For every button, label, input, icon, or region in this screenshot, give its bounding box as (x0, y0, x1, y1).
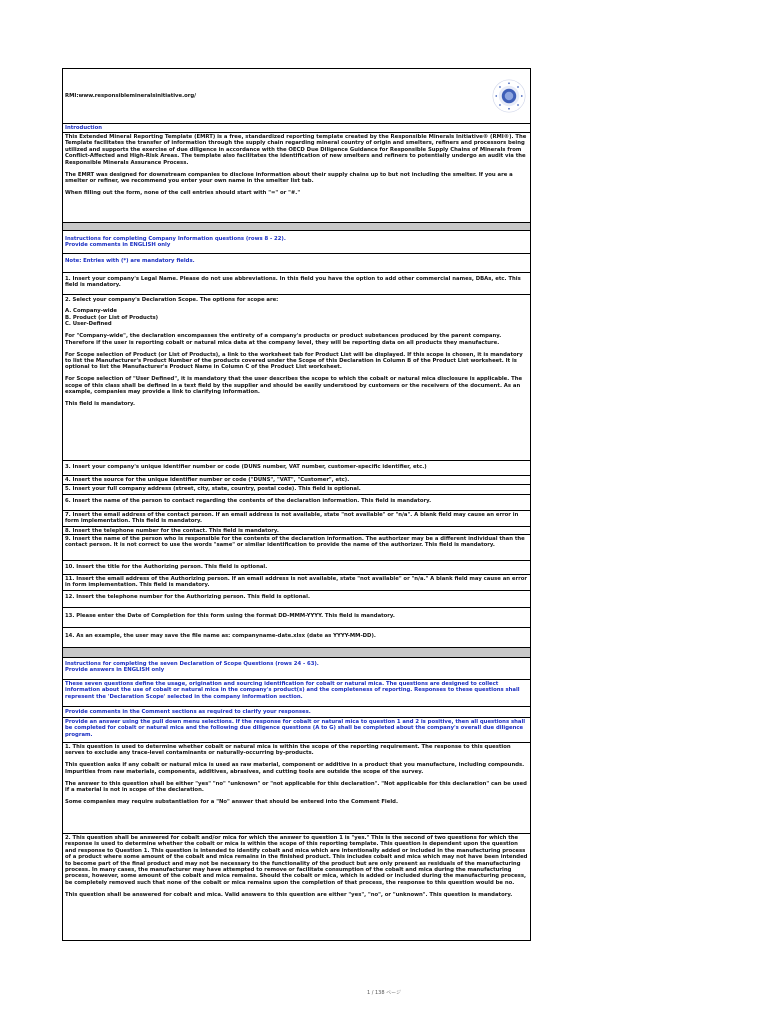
question-text: 1. This question is used to determine whether cobalt or natural mica is within the scope of the reporting requirement. The response to this question serves to exclude any trace-level contaminants or naturally-occurring by-products. (65, 744, 511, 757)
scope-pulldown-row (63, 718, 530, 743)
scope-instructions-title: Instructions for completing the seven Declaration of Scope Questions (rows 24 - 63). (65, 661, 319, 667)
company-instructions-row (63, 231, 530, 254)
mandatory-note: Note: Entries with (*) are mandatory fields. (65, 258, 195, 264)
question-text: 4. Insert the source for the unique identifier number or code ("DUNS", "VAT", "Customer", etc). (65, 477, 350, 483)
question-text: 8. Insert the telephone number for the contact. This field is mandatory. (65, 528, 279, 534)
question-text: For Scope selection of "User Defined", it is mandatory that the user describes the scope to which the cobalt or natural mica disclosure is applicable. The scope of this class shall be defined in a text field by the supplier and should be easily understood by customers or the receivers of the document. As an example, companies may provide a link to clarifying information. (65, 376, 523, 396)
question-text: This question shall be answered for cobalt and mica. Valid answers to this question are either "yes", "no", or "unknown". This question is mandatory. (65, 891, 513, 898)
section-divider (63, 223, 530, 231)
company-question-7 (63, 511, 530, 527)
question-text: 2. This question shall be answered for cobalt and/or mica for which the answer to question 1 is "yes." This is the second of two questions for which the response is used to determine whether the cobalt or mica is within the scope of this reporting template. This question is dependent upon the question and response to Question 1. This question is intended to identify cobalt and mica which are intentionally added or included in the manufacturing process of a product where some amount of the cobalt and mica remains in the finished product. This includes cobalt and mica which may not have been intended to become part of the final product and may not be necessary to the functionality of the product but are only present as residuals of the manufacturing process. In many cases, the manufacturer may have attempted to remove or facilitate consumption of the cobalt and mica during the manufacturing process, however, some amount of the cobalt and mica remains. Should the cobalt or mica, which is added or included during the manufacturing process, be completely removed such that none of the cobalt or mica remains upon the completion of that process, the response to this question would be no. (65, 835, 528, 886)
question-text: For "Company-wide", the declaration encompasses the entirety of a company's products or product substances produced by the parent company. Therefore if the user is reporting cobalt or natural mica data at the company level, they will be reporting data on all products they manufacture. (65, 333, 502, 346)
company-instructions-title: Instructions for completing Company Information questions (rows 8 - 22). (65, 236, 286, 242)
scope-comments-note: Provide comments in the Comment sections as required to clarify your responses. (65, 709, 311, 715)
company-question-12 (63, 591, 530, 608)
intro-paragraph: When filling out the form, none of the cell entries should start with "=" or "#." (65, 190, 301, 197)
scope-pulldown-note: Provide an answer using the pull down menu selections. If the response for cobalt or natural mica to question 1 and 2 is positive, then all questions shall be completed for cobalt or natural mica and the following due diligence questions (A to G) shall be completed about the company's overall due diligence program. (65, 719, 526, 738)
intro-text-row (63, 133, 530, 223)
question-text: 12. Insert the telephone number for the Authorizing person. This field is optional. (65, 594, 310, 600)
scope-description-row (63, 680, 530, 707)
intro-paragraph: The EMRT was designed for downstream companies to disclose information about their supply chains up to but not including the smelter. If you are a smelter or refiner, we recommend you enter your own name in the smelter list tab. (65, 171, 513, 185)
question-text: 11. Insert the email address of the Authorizing person. If an email address is not available, state "not available" or "n/a." A blank field may cause an error in form implementation. This field is mandatory. (65, 576, 527, 589)
scope-comments-row (63, 707, 530, 718)
company-question-5 (63, 485, 530, 495)
company-question-13 (63, 608, 530, 628)
scope-question-1 (63, 743, 530, 834)
header-row (63, 69, 530, 124)
rmi-url: RMI:www.responsiblemineralsinitiative.org/ (65, 92, 197, 99)
scope-description: These seven questions define the usage, origination and sourcing identification for cobalt or natural mica. The questions are designed to collect information about the use of cobalt or natural mica in the company's product(s) and the completeness of reporting. Responses to these questions shall represent the 'Declaration Scope' selected in the company information section. (65, 681, 520, 700)
company-question-1 (63, 273, 530, 295)
question-text: 9. Insert the name of the person who is responsible for the contents of the declaration information. The authorizer may be a different individual than the contact person. It is not correct to use the words "same" or similar identification to provide the name of the authorizer. This field is mandatory. (65, 536, 525, 549)
scope-option-b: B. Product (or List of Products) (65, 314, 159, 321)
intro-heading: Introduction (65, 125, 102, 131)
company-question-9 (63, 535, 530, 561)
intro-heading-row (63, 124, 530, 133)
page-counter: 1 / 138 ページ (366, 990, 402, 996)
rmi-logo (492, 79, 526, 113)
question-text: 3. Insert your company's unique identifier number or code (DUNS number, VAT number, customer-specific identifier, etc.) (65, 464, 427, 470)
question-text: 10. Insert the title for the Authorizing person. This field is optional. (65, 564, 268, 570)
intro-paragraph: This Extended Mineral Reporting Template (EMRT) is a free, standardized reporting template created by the Responsible Minerals Initiative® (RMI®). The Template facilitates the transfer of information through the supply chain regarding mineral country of origin and smelters, refiners and processors being utilized and supports the exercise of due diligence in accordance with the OECD Due Diligence Guidance for Responsible Supply Chains of Minerals from Conflict-Affected and High-Risk Areas. The template also facilitates the identification of new smelters and refiners to potentially undergo an audit via the Responsible Minerals Assurance Process. (65, 134, 527, 166)
scope-option-c: C. User-Defined (65, 321, 112, 328)
question-text: 1. Insert your company's Legal Name. Please do not use abbreviations. In this field you have the option to add other commercial names, DBAs, etc. This field is mandatory. (65, 276, 521, 289)
company-question-8 (63, 527, 530, 535)
question-text: 6. Insert the name of the person to contact regarding the contents of the declaration information. This field is mandatory. (65, 498, 432, 504)
company-question-10 (63, 561, 530, 575)
company-question-6 (63, 495, 530, 511)
question-text: 2. Select your company's Declaration Scope. The options for scope are: (65, 297, 279, 303)
scope-option-a: A. Company-wide (65, 308, 117, 315)
scope-question-2 (63, 834, 530, 941)
question-text: The answer to this question shall be either "yes" "no" "unknown" or "not applicable for this declaration". "Not applicable for this declaration" can be used if a material is not in scope of the declaration. (65, 780, 527, 794)
company-question-3 (63, 461, 530, 476)
question-text: 7. Insert the email address of the contact person. If an email address is not available, state "not available" or "n/a". A blank field may cause an error in form implementation. This field is mandatory. (65, 512, 519, 525)
company-question-2 (63, 295, 530, 461)
company-question-11 (63, 575, 530, 591)
scope-instructions-language: Provide answers in ENGLISH only (65, 667, 165, 674)
spreadsheet (62, 68, 531, 941)
scope-instructions-row (63, 658, 530, 680)
question-text: This field is mandatory. (65, 401, 135, 408)
mandatory-note-row (63, 254, 530, 273)
question-text: This question asks if any cobalt or natural mica is used as raw material, component or additive in a product that you manufacture, including compounds. Impurities from raw materials, components, additives, abrasives, and cutting tools are outside the scope of the survey. (65, 762, 525, 775)
question-text: 14. As an example, the user may save the file name as: companyname-date.xlsx (date as YYYY-MM-DD). (65, 633, 376, 639)
company-question-4 (63, 476, 530, 485)
company-instructions-language: Provide comments in ENGLISH only (65, 242, 171, 249)
question-text: 13. Please enter the Date of Completion for this form using the format DD-MMM-YYYY. This field is mandatory. (65, 613, 395, 619)
question-text: For Scope selection of Product (or List of Products), a link to the worksheet tab for Product List will be displayed. If this scope is chosen, it is mandatory to list the Manufacturer's Product Number of the products covered under the Scope of this Declaration in Column B of the Product List worksheet. It is optional to list the Manufacturer's Product Name in Column C of the Product List worksheet. (65, 351, 523, 371)
company-question-14 (63, 628, 530, 648)
question-text: Some companies may require substantiation for a "No" answer that should be entered into the Comment Field. (65, 799, 398, 806)
section-divider (63, 648, 530, 658)
question-text: 5. Insert your full company address (street, city, state, country, postal code). This field is optional. (65, 486, 361, 492)
